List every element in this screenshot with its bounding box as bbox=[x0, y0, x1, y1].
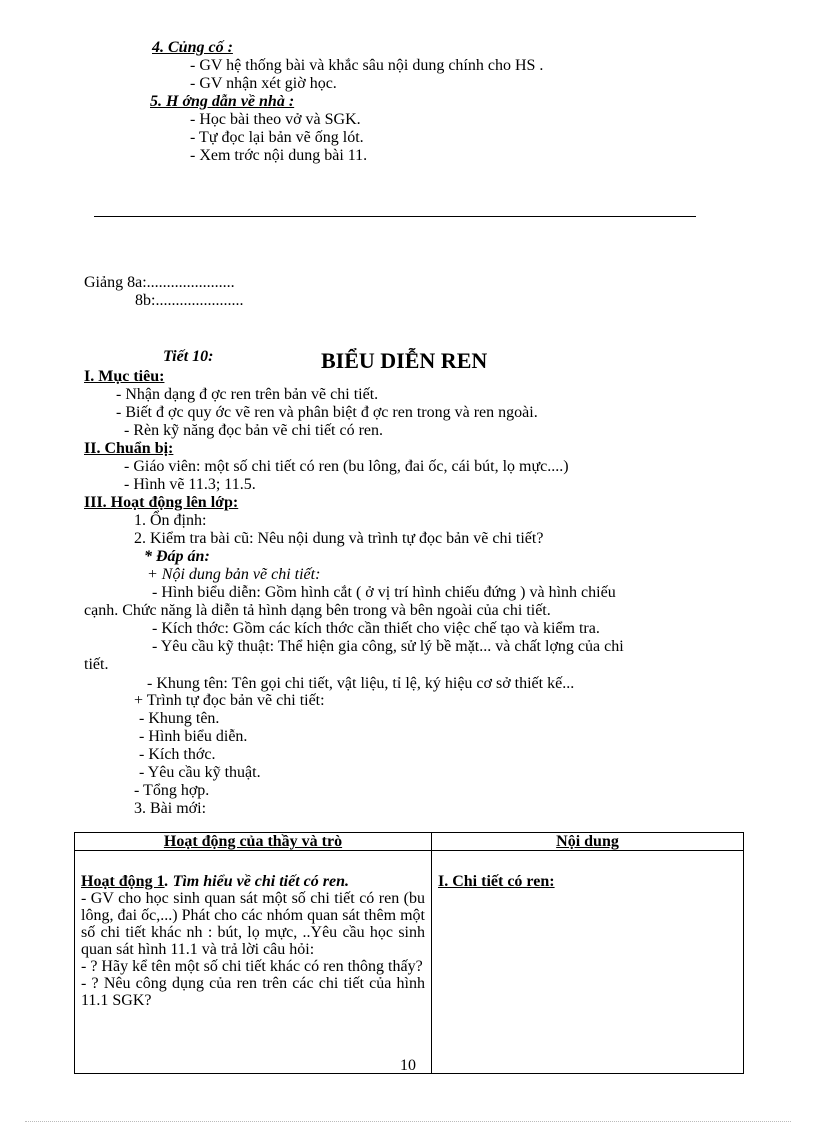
chuan-bi-item: - Giáo viên: một số chi tiết có ren (bu lông, đai ốc, cái bút, lọ mực....) bbox=[124, 458, 569, 475]
chuan-bi-item: - Hình vẽ 11.3; 11.5. bbox=[124, 476, 256, 493]
cung-co-item: - GV hệ thống bài và khắc sâu nội dung chính cho HS . bbox=[190, 57, 544, 74]
content-cell bbox=[432, 851, 744, 1074]
huong-dan-item: - Tự đọc lại bản vẽ ống lót. bbox=[190, 129, 364, 146]
hinh-bieu-dien-line: - Hình biểu diễn: Gồm hình cắt ( ở vị trí hình chiếu đứng ) và hình chiếu bbox=[152, 584, 616, 601]
cung-co-item: - GV nhận xét giờ học. bbox=[190, 75, 337, 92]
muc-tieu-item: - Rèn kỹ năng đọc bản vẽ chi tiết có ren. bbox=[124, 422, 384, 439]
section-hoat-dong-heading: III. Hoạt động lên lớp: bbox=[84, 494, 239, 511]
page-bottom-border bbox=[25, 1121, 791, 1122]
bai-moi: 3. Bài mới: bbox=[134, 800, 207, 817]
activity-table bbox=[74, 832, 744, 1074]
activity-title-text: . Tìm hiểu về chi tiết có ren. bbox=[164, 873, 349, 890]
trinh-tu-step: - Yêu cầu kỹ thuật. bbox=[139, 764, 261, 781]
kiem-tra-bai-cu: 2. Kiểm tra bài cũ: Nêu nội dung và trình tự đọc bản vẽ chi tiết? bbox=[134, 530, 544, 547]
table-row bbox=[75, 851, 744, 1074]
table-header-content: Nội dung bbox=[432, 833, 744, 851]
trinh-tu-step: - Hình biểu diễn. bbox=[139, 728, 248, 745]
muc-tieu-item: - Biết đ ợc quy ớc vẽ ren và phân biệt đ ợc ren trong và ren ngoài. bbox=[116, 404, 538, 421]
page-number: 10 bbox=[400, 1057, 416, 1074]
noi-dung-ban-ve-label: + Nội dung bản vẽ chi tiết: bbox=[147, 566, 321, 583]
cung-co-heading: 4. Củng cố : bbox=[152, 39, 233, 56]
yeu-cau-ky-thuat-line: tiết. bbox=[84, 656, 109, 673]
activity-title-number: Hoạt động 1 bbox=[81, 873, 165, 890]
muc-tieu-item: - Nhận dạng đ ợc ren trên bản vẽ chi tiết. bbox=[116, 386, 379, 403]
huong-dan-heading: 5. H ớng dẫn về nhà : bbox=[150, 93, 295, 110]
kich-thuoc-line: - Kích thớc: Gồm các kích thớc cần thiết cho việc chế tạo và kiểm tra. bbox=[152, 620, 600, 637]
huong-dan-item: - Xem trớc nội dung bài 11. bbox=[190, 147, 368, 164]
lesson-title: BIỂU DIỄN REN bbox=[321, 348, 488, 373]
khung-ten-line: - Khung tên: Tên gọi chi tiết, vật liệu, tỉ lệ, ký hiệu cơ sở thiết kế... bbox=[147, 675, 575, 692]
huong-dan-item: - Học bài theo vở và SGK. bbox=[190, 111, 361, 128]
content-heading: I. Chi tiết có ren: bbox=[438, 873, 555, 890]
trinh-tu-label: + Trình tự đọc bản vẽ chi tiết: bbox=[134, 692, 325, 709]
trinh-tu-step: - Kích thớc. bbox=[139, 746, 216, 763]
giang-line-8b: 8b:...................... bbox=[135, 292, 244, 309]
giang-line-8a: Giảng 8a:...................... bbox=[84, 274, 235, 291]
section-divider bbox=[94, 216, 696, 217]
section-chuan-bi-heading: II. Chuẩn bị: bbox=[84, 440, 174, 457]
on-dinh: 1. Ổn định: bbox=[134, 512, 207, 529]
section-muc-tieu-heading: I. Mục tiêu: bbox=[84, 368, 165, 385]
trinh-tu-step: - Tổng hợp. bbox=[134, 782, 210, 799]
lesson-number: Tiết 10: bbox=[163, 348, 214, 365]
activity-question: - ? Hãy kể tên một số chi tiết khác có ren thông thấy? bbox=[81, 958, 423, 975]
dap-an-label: * Đáp án: bbox=[144, 548, 210, 565]
table-header-row bbox=[75, 833, 744, 851]
activity-cell bbox=[75, 851, 432, 1074]
activity-title bbox=[81, 873, 425, 890]
hinh-bieu-dien-line: cạnh. Chức năng là diễn tả hình dạng bên trong và bên ngoài của chi tiết. bbox=[84, 602, 551, 619]
table-header-activities: Hoạt động của thầy và trò bbox=[75, 833, 432, 851]
activity-paragraph: - GV cho học sinh quan sát một số chi tiết có ren (bu lông, đai ốc,...) Phát cho các nhóm quan sát thêm một số chi tiết khác nh : bút, lọ mực, ..Yêu cầu học sinh quan sát hình 11.1 và trả lời câu hỏi: bbox=[81, 890, 425, 958]
activity-question: - ? Nêu công dụng của ren trên các chi tiết của hình 11.1 SGK? bbox=[81, 975, 425, 1009]
trinh-tu-step: - Khung tên. bbox=[139, 710, 220, 727]
yeu-cau-ky-thuat-line: - Yêu cầu kỹ thuật: Thể hiện gia công, sử lý bề mặt... và chất lợng của chi bbox=[152, 638, 624, 655]
